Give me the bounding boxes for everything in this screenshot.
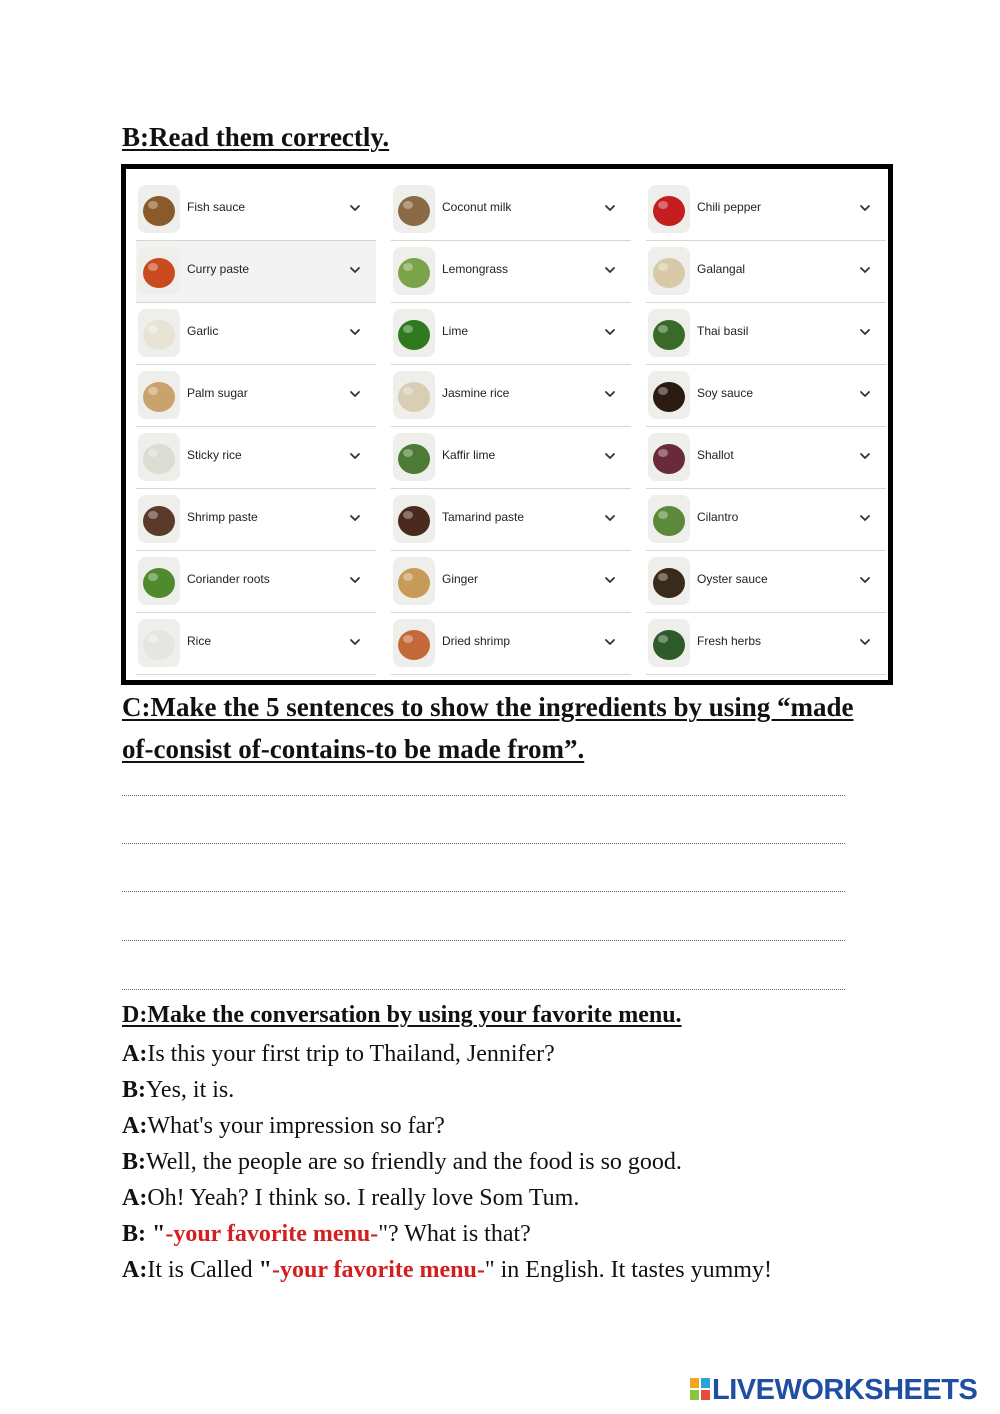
section-d-heading: D:Make the conversation by using your favorite menu. (122, 1002, 682, 1028)
ingredient-label: Fresh herbs (697, 634, 762, 648)
conversation (122, 1036, 772, 1288)
chevron-down-icon[interactable] (603, 635, 617, 649)
ingredient-photo (648, 433, 690, 481)
ingredient-photo (648, 371, 690, 419)
ingredient-item[interactable] (136, 551, 376, 613)
favorite-menu-placeholder[interactable]: -your favorite menu- (165, 1221, 379, 1247)
ingredient-item[interactable] (391, 365, 631, 427)
line-text: What's your impression so far? (147, 1113, 445, 1139)
ingredient-label: Lime (442, 324, 469, 338)
conversation-line (122, 1180, 772, 1216)
chevron-down-icon[interactable] (348, 387, 362, 401)
conversation-line (122, 1036, 772, 1072)
ingredient-photo (393, 247, 435, 295)
section-c-heading: C:Make the 5 sentences to show the ingredients by using “made of-consist of-contains-to be made from”. (122, 692, 854, 764)
ingredient-photo (648, 247, 690, 295)
chevron-down-icon[interactable] (603, 201, 617, 215)
ingredient-photo (393, 619, 435, 667)
ingredient-photo (138, 185, 180, 233)
quote-close: " (484, 1257, 495, 1283)
ingredient-grid (121, 164, 893, 685)
chevron-down-icon[interactable] (858, 263, 872, 277)
ingredient-label: Thai basil (697, 324, 749, 338)
liveworksheets-logo-icon (690, 1378, 710, 1400)
chevron-down-icon[interactable] (603, 449, 617, 463)
speaker: A: (122, 1185, 148, 1211)
speaker: A: (122, 1113, 148, 1139)
ingredient-column (391, 179, 631, 675)
ingredient-item[interactable] (136, 241, 376, 303)
conversation-line (122, 1108, 772, 1144)
chevron-down-icon[interactable] (603, 511, 617, 525)
chevron-down-icon[interactable] (348, 325, 362, 339)
ingredient-label: Cilantro (697, 510, 739, 524)
section-b-heading: B:Read them correctly. (122, 122, 390, 152)
ingredient-label: Sticky rice (187, 448, 242, 462)
ingredient-item[interactable] (136, 613, 376, 675)
ingredient-label: Coconut milk (442, 200, 512, 214)
ingredient-photo (393, 433, 435, 481)
ingredient-item[interactable] (391, 179, 631, 241)
ingredient-photo (138, 433, 180, 481)
ingredient-label: Kaffir lime (442, 448, 496, 462)
ingredient-photo (648, 557, 690, 605)
ingredient-item[interactable] (136, 179, 376, 241)
ingredient-item[interactable] (646, 613, 886, 675)
ingredient-item[interactable] (646, 303, 886, 365)
ingredient-photo (393, 495, 435, 543)
chevron-down-icon[interactable] (603, 387, 617, 401)
answer-line-1[interactable] (122, 795, 845, 796)
ingredient-label: Shallot (697, 448, 734, 462)
chevron-down-icon[interactable] (858, 387, 872, 401)
chevron-down-icon[interactable] (348, 201, 362, 215)
line-text: "? What is that? (378, 1221, 531, 1247)
chevron-down-icon[interactable] (348, 511, 362, 525)
ingredient-item[interactable] (136, 303, 376, 365)
ingredient-label: Ginger (442, 572, 479, 586)
ingredient-label: Oyster sauce (697, 572, 768, 586)
ingredient-photo (138, 557, 180, 605)
chevron-down-icon[interactable] (858, 325, 872, 339)
quote-open: " (146, 1221, 166, 1247)
ingredient-item[interactable] (391, 551, 631, 613)
chevron-down-icon[interactable] (858, 573, 872, 587)
ingredient-item[interactable] (391, 489, 631, 551)
chevron-down-icon[interactable] (858, 201, 872, 215)
ingredient-label: Soy sauce (697, 386, 754, 400)
ingredient-label: Tamarind paste (442, 510, 525, 524)
line-text: Well, the people are so friendly and the food is so good. (146, 1149, 682, 1175)
conversation-line (122, 1072, 772, 1108)
quote-open: " (258, 1257, 272, 1283)
ingredient-label: Rice (187, 634, 212, 648)
ingredient-photo (138, 309, 180, 357)
conversation-line (122, 1252, 772, 1288)
chevron-down-icon[interactable] (858, 635, 872, 649)
ingredient-item[interactable] (646, 365, 886, 427)
ingredient-item[interactable] (136, 427, 376, 489)
chevron-down-icon[interactable] (348, 573, 362, 587)
chevron-down-icon[interactable] (858, 511, 872, 525)
ingredient-label: Shrimp paste (187, 510, 258, 524)
ingredient-photo (393, 185, 435, 233)
line-text: Yes, it is. (146, 1077, 235, 1103)
speaker: B: (122, 1149, 146, 1175)
ingredient-label: Palm sugar (187, 386, 248, 400)
ingredient-item[interactable] (646, 241, 886, 303)
chevron-down-icon[interactable] (603, 263, 617, 277)
speaker: A: (122, 1041, 148, 1067)
chevron-down-icon[interactable] (348, 449, 362, 463)
ingredient-column (136, 179, 376, 675)
ingredient-photo (648, 619, 690, 667)
ingredient-label: Curry paste (187, 262, 250, 276)
speaker: B: (122, 1077, 146, 1103)
answer-line-3[interactable] (122, 891, 845, 892)
ingredient-photo (138, 247, 180, 295)
answer-line-4[interactable] (122, 940, 845, 941)
liveworksheets-logo (690, 1373, 990, 1407)
line-text: It is Called (147, 1257, 259, 1283)
ingredient-photo (393, 557, 435, 605)
ingredient-photo (648, 185, 690, 233)
speaker: B: (122, 1221, 146, 1247)
ingredient-label: Dried shrimp (442, 634, 511, 648)
conversation-line (122, 1216, 772, 1252)
brand-name: LIVEWORKSHEETS (712, 1374, 978, 1406)
speaker: A: (122, 1257, 148, 1283)
ingredient-label: Garlic (187, 324, 219, 338)
ingredient-photo (393, 371, 435, 419)
ingredient-photo (138, 371, 180, 419)
ingredient-photo (393, 309, 435, 357)
chevron-down-icon[interactable] (348, 263, 362, 277)
ingredient-item[interactable] (391, 427, 631, 489)
ingredient-label: Chili pepper (697, 200, 762, 214)
ingredient-label: Lemongrass (442, 262, 509, 276)
ingredient-photo (138, 619, 180, 667)
ingredient-column (646, 179, 886, 675)
chevron-down-icon[interactable] (603, 573, 617, 587)
ingredient-item[interactable] (646, 179, 886, 241)
ingredient-photo (648, 495, 690, 543)
ingredient-photo (648, 309, 690, 357)
ingredient-label: Galangal (697, 262, 746, 276)
ingredient-item[interactable] (646, 489, 886, 551)
chevron-down-icon[interactable] (348, 635, 362, 649)
ingredient-item[interactable] (136, 365, 376, 427)
chevron-down-icon[interactable] (858, 449, 872, 463)
conversation-line (122, 1144, 772, 1180)
ingredient-item[interactable] (646, 551, 886, 613)
ingredient-item[interactable] (646, 427, 886, 489)
answer-line-2[interactable] (122, 843, 845, 844)
line-text: Oh! Yeah? I think so. I really love Som Tum. (147, 1185, 580, 1211)
ingredient-item[interactable] (136, 489, 376, 551)
ingredient-label: Coriander roots (187, 572, 270, 586)
chevron-down-icon[interactable] (603, 325, 617, 339)
line-text: in English. It tastes yummy! (494, 1257, 772, 1283)
ingredient-photo (138, 495, 180, 543)
favorite-menu-placeholder[interactable]: -your favorite menu- (271, 1257, 485, 1283)
ingredient-item[interactable] (391, 241, 631, 303)
ingredient-label: Jasmine rice (442, 386, 510, 400)
answer-line-5[interactable] (122, 989, 845, 990)
ingredient-item[interactable] (391, 613, 631, 675)
line-text: Is this your first trip to Thailand, Jennifer? (147, 1041, 555, 1067)
ingredient-label: Fish sauce (187, 200, 246, 214)
ingredient-item[interactable] (391, 303, 631, 365)
